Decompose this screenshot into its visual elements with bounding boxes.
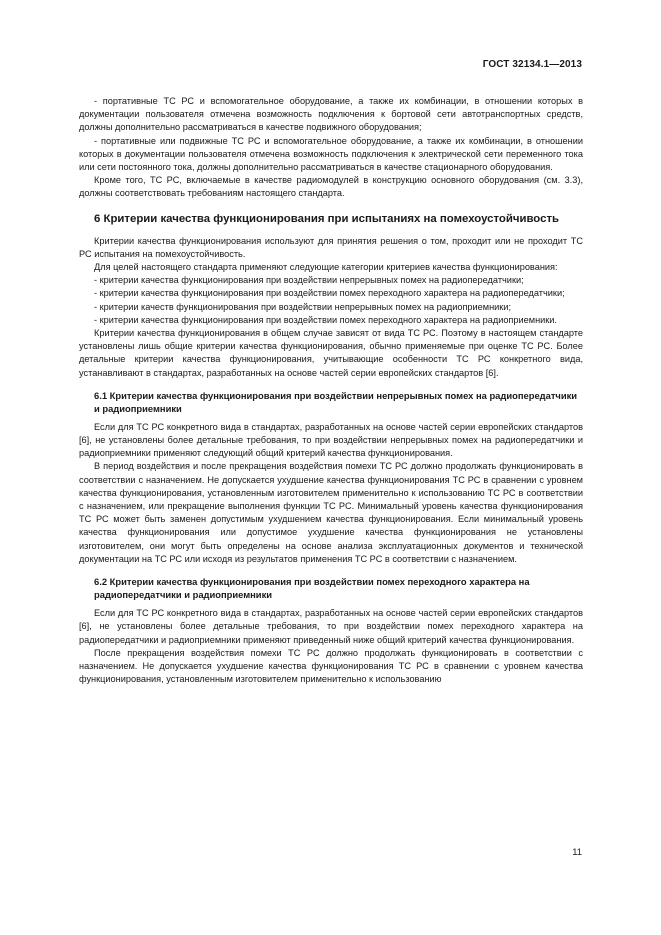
section-6-heading: 6 Критерии качества функционирования при испытаниях на помехоустойчивость [94,212,560,225]
section-6-list-item-3: - критерии качеств функционирования при воздействии непрерывных помех на радиоприемники; [94,301,511,312]
section-6-2-paragraph-1: Если для ТС РС конкретного вида в стандартах, разработанных на основе частей серии европейских стандартов [6], не установлены более детальные требования, то при воздействии помех переходного характера на радиопередатчики и радиоприемники применяют приведенный ниже общий критерий качества функционирования. [79,608,583,645]
section-6-list-item-4: - критерии качества функционирования при воздействии помех переходного характера на радиоприемники. [94,314,557,325]
page-content [79,95,583,686]
section-6-2-paragraph-2: После прекращения воздействия помехи ТС РС должно продолжать функционировать в соответствии с назначением. Не допускается ухудшение качества функционирования ТС РС в сравнении с уровнем качества функционирования, установленным изготовителем применительно к использованию [79,647,583,685]
section-6-paragraph-1: Критерии качества функционирования используют для принятия решения о том, проходит или не проходит ТС РС испытания на помехоустойчивость. [79,235,583,259]
intro-paragraph-3: Кроме того, ТС РС, включаемые в качестве радиомодулей в конструкцию основного оборудования (см. 3.3), должны соответствовать требованиям настоящего стандарта. [79,175,583,199]
intro-paragraph-2: - портативные или подвижные ТС РС и вспомогательное оборудование, а также их комбинации, в отношении которых в документации пользователя отмечена возможность подключения к электрической сети переменного тока или сети постоянного тока, должны дополнительно рассматриваться в качестве стационарного оборудования. [79,135,583,173]
section-6-1-paragraph-2: В период воздействия и после прекращения воздействия помехи ТС РС должно продолжать функционировать в соответствии с назначением. Не допускается ухудшение качества функционирования ТС РС в сравнении с уровнем качества функционирования, установленным изготовителем применительно к использованию ТС РС в соответствии с назначением, или прекращение выполнения функции ТС РС. Минимальный уровень качества функционирования ТС РС может быть заменен допустимым ухудшением качества функционирования. Если минимальный уровень качества функционирования или допустимое ухудшение качества функционирования не установлены изготовителем, они могут быть определены на основе анализа эксплуатационных документов и технической документации на ТС РС или исходя из результатов применения ТС РС в соответствии с назначением. [79,461,583,564]
page-number: 11 [572,846,582,857]
section-6-list-item-1: - критерии качества функционирования при воздействии непрерывных помех на радиопередатчики; [94,275,524,286]
document-code-header: ГОСТ 32134.1—2013 [482,59,582,70]
section-6-list-item-2: - критерии качества функционирования при воздействии помех переходного характера на радиопередатчики; [94,288,565,299]
section-6-paragraph-2: Для целей настоящего стандарта применяют следующие категории критериев качества функционирования: [94,262,558,273]
section-6-2-heading: 6.2 Критерии качества функционирования при воздействии помех переходного характера на радиопередатчики и радиоприемники [94,576,530,601]
intro-paragraph-1: - портативные ТС РС и вспомогательное оборудование, а также их комбинации, в отношении которых в документации пользователя отмечена возможность подключения к бортовой сети автотранспортных средств, должны дополнительно рассматриваться в качестве подвижного оборудования; [79,96,583,133]
section-6-1-heading: 6.1 Критерии качества функционирования при воздействии непрерывных помех на радиопередатчики и радиоприемники [94,389,578,414]
section-6-1-paragraph-1: Если для ТС РС конкретного вида в стандартах, разработанных на основе частей серии европейских стандартов [6], не установлены более детальные требования, то при воздействии непрерывных помех на радиопередатчики и радиоприемники применяют следующий общий критерий качества функционирования. [79,421,583,459]
section-6-paragraph-3: Критерии качества функционирования в общем случае зависят от вида ТС РС. Поэтому в настоящем стандарте установлены лишь общие критерии качества функционирования, обычно применяемые при оценке ТС РС. Более детальные критерии качества функционирования, учитывающие особенности ТС РС конкретного вида, устанавливают в стандартах, разработанных на основе частей серии европейских стандартов [6]. [79,328,583,378]
